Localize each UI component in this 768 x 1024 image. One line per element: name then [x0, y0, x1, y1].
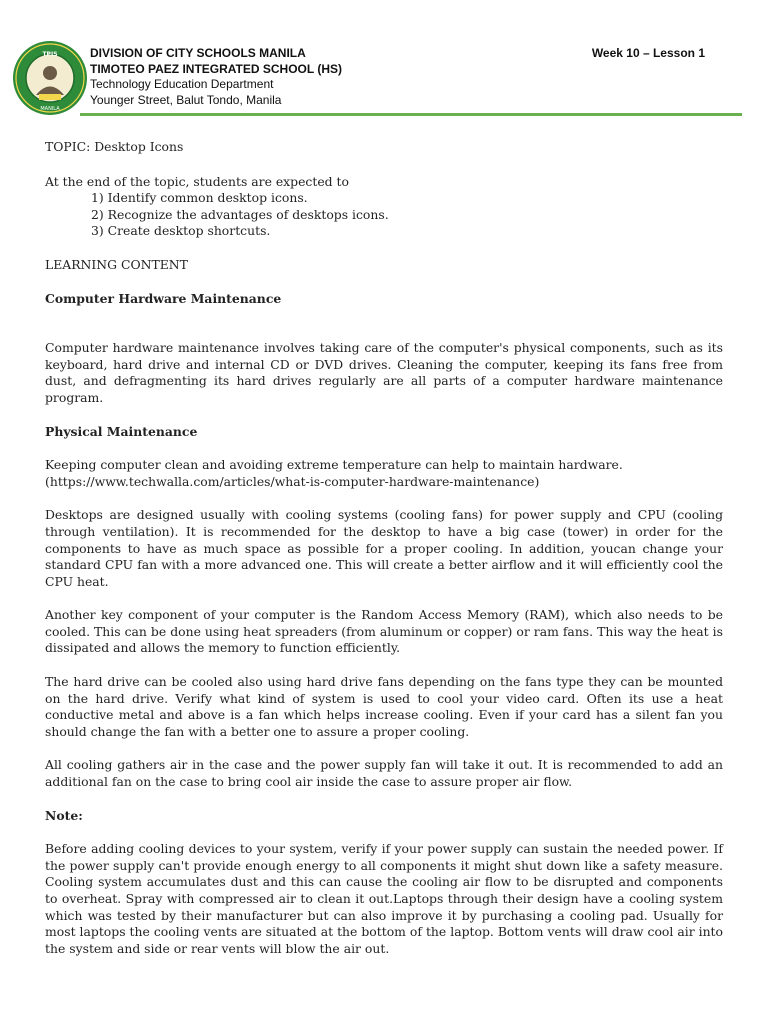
topic-line: TOPIC: Desktop Icons [45, 139, 184, 154]
paragraph-physical: Keeping computer clean and avoiding extreme temperature can help to maintain hardware. [45, 457, 623, 473]
objective-item: 1) Identify common desktop icons. [91, 190, 308, 206]
school-name: TIMOTEO PAEZ INTEGRATED SCHOOL (HS) [90, 61, 342, 76]
week-lesson-label: Week 10 – Lesson 1 [591, 46, 705, 60]
school-info [90, 46, 342, 108]
lesson-body [45, 139, 723, 957]
paragraph-note: Before adding cooling devices to your system, verify if your power supply can sustain the needed power. If the power supply can't provide enough energy to all components it might shut down like a safety measure. Cooling system accumulates dust and this can cause the cooling air flow to be disrupted and components to overheat. Spray with compressed air to clean it out.Laptops through their design have a cooling system which was tested by their manufacturer but can also improve it by purchasing a cooling pad. Usually for most laptops the cooling vents are situated at the bottom of the laptop. Bottom vents will draw cool air into the system and side or rear vents will blow the air out. [45, 841, 723, 956]
learning-content-label: LEARNING CONTENT [45, 256, 188, 272]
section-heading-maintenance: Computer Hardware Maintenance [45, 290, 282, 306]
header-divider [80, 113, 742, 116]
paragraph-desktops: Desktops are designed usually with cooling systems (cooling fans) for power supply and CPU (cooling through ventilation). It is recommended for the desktop to have a big case (tower) in order for the components to have as much space as possible for a proper cooling. In addition, youcan change your standard CPU fan with a more advanced one. This will create a better airflow and it will efficiently cool the CPU heat. [45, 507, 723, 589]
svg-text:TPIS: TPIS [42, 51, 58, 58]
document-header [0, 0, 768, 120]
objective-item: 3) Create desktop shortcuts. [91, 223, 271, 239]
objective-item: 2) Recognize the advantages of desktops icons. [91, 206, 389, 222]
school-seal-logo [12, 40, 88, 116]
paragraph-ram: Another key component of your computer is the Random Access Memory (RAM), which also needs to be cooled. This can be done using heat spreaders (from aluminum or copper) or ram fans. This way the heat is dissipated and allows the memory to function efficiently. [45, 607, 723, 656]
school-address: Younger Street, Balut Tondo, Manila [90, 92, 282, 107]
department-name: Technology Education Department [90, 77, 274, 91]
paragraph-airflow: All cooling gathers air in the case and the power supply fan will take it out. It is recommended to add an additional fan on the case to bring cool air inside the case to assure proper air flow. [45, 757, 723, 790]
source-link: (https://www.techwalla.com/articles/what-is-computer-hardware-maintenance) [45, 473, 540, 489]
section-heading-physical: Physical Maintenance [45, 423, 198, 439]
svg-text:MANILA: MANILA [40, 106, 60, 112]
note-heading: Note: [45, 807, 83, 823]
paragraph-maintenance: Computer hardware maintenance involves taking care of the computer's physical components, such as its keyboard, hard drive and internal CD or DVD drives. Cleaning the computer, keeping its fans free from dust, and defragmenting its hard drives regularly are all parts of a computer hardware maintenance program. [45, 340, 723, 405]
paragraph-hard-drive: The hard drive can be cooled also using hard drive fans depending on the fans type they can be mounted on the hard drive. Verify what kind of system is used to cool your video card. Often its use a heat conductive metal and above is a fan which helps increase cooling. Even if your card has a silent fan you should change the fan with a better one to assure a proper cooling. [45, 674, 723, 739]
objectives-intro: At the end of the topic, students are expected to [45, 173, 349, 189]
division-name: DIVISION OF CITY SCHOOLS MANILA [90, 46, 306, 60]
